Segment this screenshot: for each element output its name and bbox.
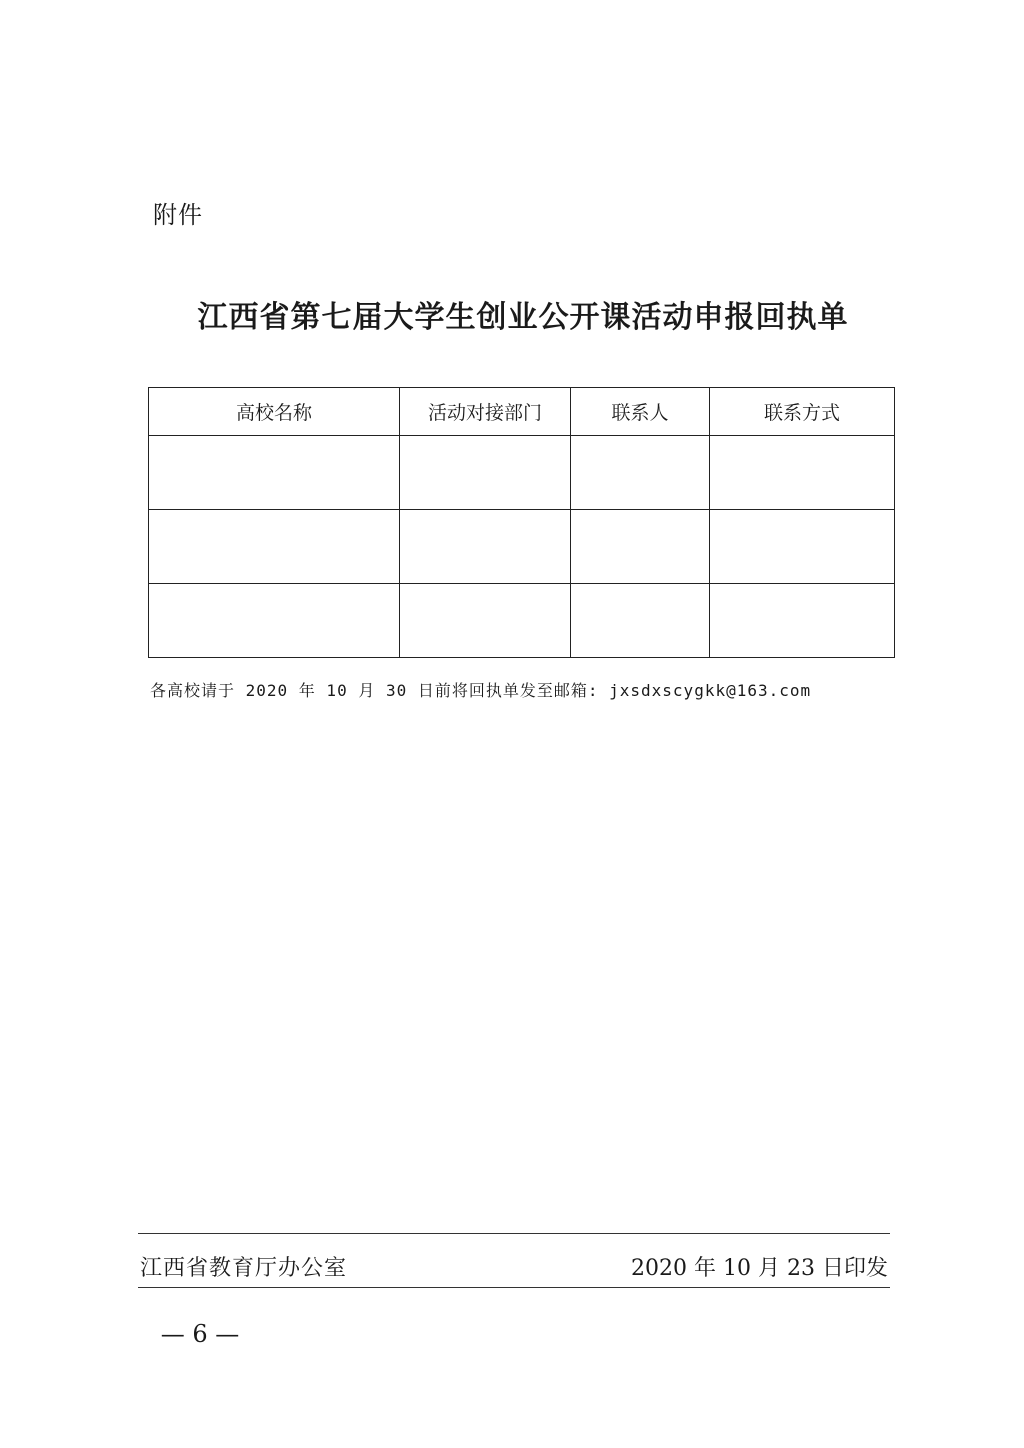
table-cell[interactable] (149, 584, 400, 658)
table-cell[interactable] (571, 436, 710, 510)
table-cell[interactable] (149, 510, 400, 584)
issuer-name: 江西省教育厅办公室 (140, 1256, 348, 1281)
table-cell[interactable] (571, 510, 710, 584)
header-department: 活动对接部门 (400, 388, 571, 436)
table-header-row (149, 388, 895, 436)
table-cell[interactable] (400, 584, 571, 658)
table-cell[interactable] (149, 436, 400, 510)
page-number: — 6 — (160, 1320, 240, 1348)
table-cell[interactable] (710, 510, 895, 584)
reply-form-table (148, 387, 895, 658)
footer-divider-top (138, 1233, 890, 1234)
table-cell[interactable] (571, 584, 710, 658)
header-contact-method: 联系方式 (710, 388, 895, 436)
table-row (149, 436, 895, 510)
submission-note: 各高校请于 2020 年 10 月 30 日前将回执单发至邮箱: jxsdxscygkk@163.com (150, 681, 812, 700)
header-school-name: 高校名称 (149, 388, 400, 436)
table-row (149, 584, 895, 658)
table-cell[interactable] (710, 436, 895, 510)
header-contact-person: 联系人 (571, 388, 710, 436)
table-cell[interactable] (710, 584, 895, 658)
attachment-label: 附件 (153, 201, 203, 229)
table-row (149, 510, 895, 584)
document-title: 江西省第七届大学生创业公开课活动申报回执单 (197, 300, 849, 335)
table-cell[interactable] (400, 436, 571, 510)
issue-date: 2020 年 10 月 23 日印发 (631, 1256, 888, 1281)
table-cell[interactable] (400, 510, 571, 584)
footer-divider-bottom (138, 1287, 890, 1288)
